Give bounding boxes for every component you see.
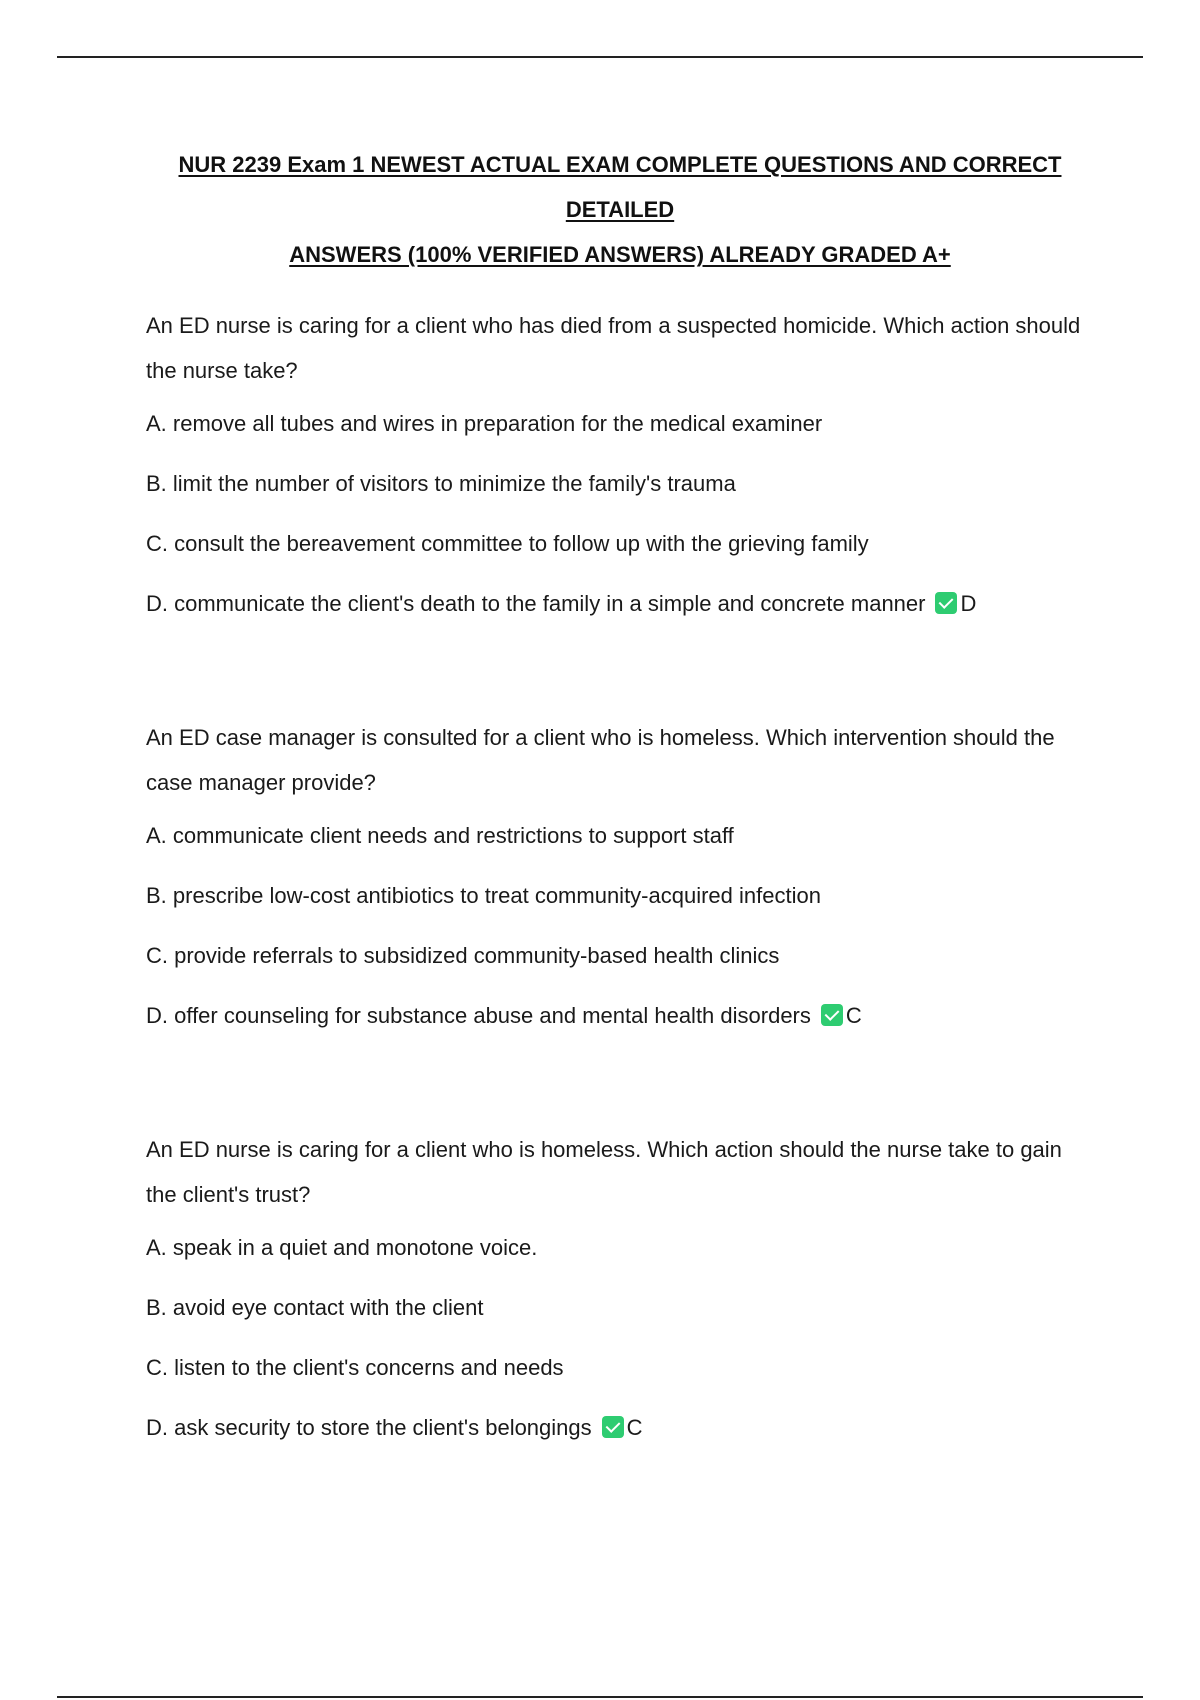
question-2 — [146, 715, 1096, 1061]
option-d-with-answer — [146, 589, 1096, 619]
question-stem: An ED nurse is caring for a client who has died from a suspected homicide. Which action should the nurse take? — [146, 313, 1081, 383]
option-a: A. communicate client needs and restrictions to support staff — [146, 823, 734, 848]
option-b: B. prescribe low-cost antibiotics to treat community-acquired infection — [146, 883, 821, 908]
question-stem: An ED nurse is caring for a client who is homeless. Which action should the nurse take to gain the client's trust? — [146, 1137, 1062, 1207]
option-c: C. listen to the client's concerns and needs — [146, 1355, 564, 1380]
answer-letter: C — [845, 1003, 862, 1028]
option-c: C. consult the bereavement committee to follow up with the grieving family — [146, 531, 869, 556]
header-divider — [57, 56, 1143, 58]
check-mark-icon — [602, 1416, 624, 1438]
check-mark-icon — [935, 592, 957, 614]
option-d: D. offer counseling for substance abuse and mental health disorders — [146, 1003, 811, 1028]
question-1 — [146, 303, 1096, 649]
answer-letter: C — [626, 1415, 643, 1440]
option-d: D. ask security to store the client's belongings — [146, 1415, 592, 1440]
question-stem: An ED case manager is consulted for a client who is homeless. Which intervention should the case manager provide? — [146, 725, 1055, 795]
option-a: A. speak in a quiet and monotone voice. — [146, 1235, 538, 1260]
option-d-with-answer — [146, 1001, 1096, 1031]
footer-divider — [57, 1696, 1143, 1698]
title-line-1: NUR 2239 Exam 1 NEWEST ACTUAL EXAM COMPLETE QUESTIONS AND CORRECT DETAILED — [178, 152, 1062, 222]
option-d-with-answer — [146, 1413, 1096, 1443]
title-line-2: ANSWERS (100% VERIFIED ANSWERS) ALREADY GRADED A+ — [289, 242, 951, 267]
answer-letter: D — [960, 591, 977, 616]
option-c: C. provide referrals to subsidized community-based health clinics — [146, 943, 780, 968]
document-title — [130, 142, 1110, 277]
question-3 — [146, 1127, 1096, 1473]
option-a: A. remove all tubes and wires in preparation for the medical examiner — [146, 411, 823, 436]
option-b: B. limit the number of visitors to minimize the family's trauma — [146, 471, 736, 496]
option-b: B. avoid eye contact with the client — [146, 1295, 484, 1320]
check-mark-icon — [821, 1004, 843, 1026]
option-d: D. communicate the client's death to the family in a simple and concrete manner — [146, 591, 926, 616]
